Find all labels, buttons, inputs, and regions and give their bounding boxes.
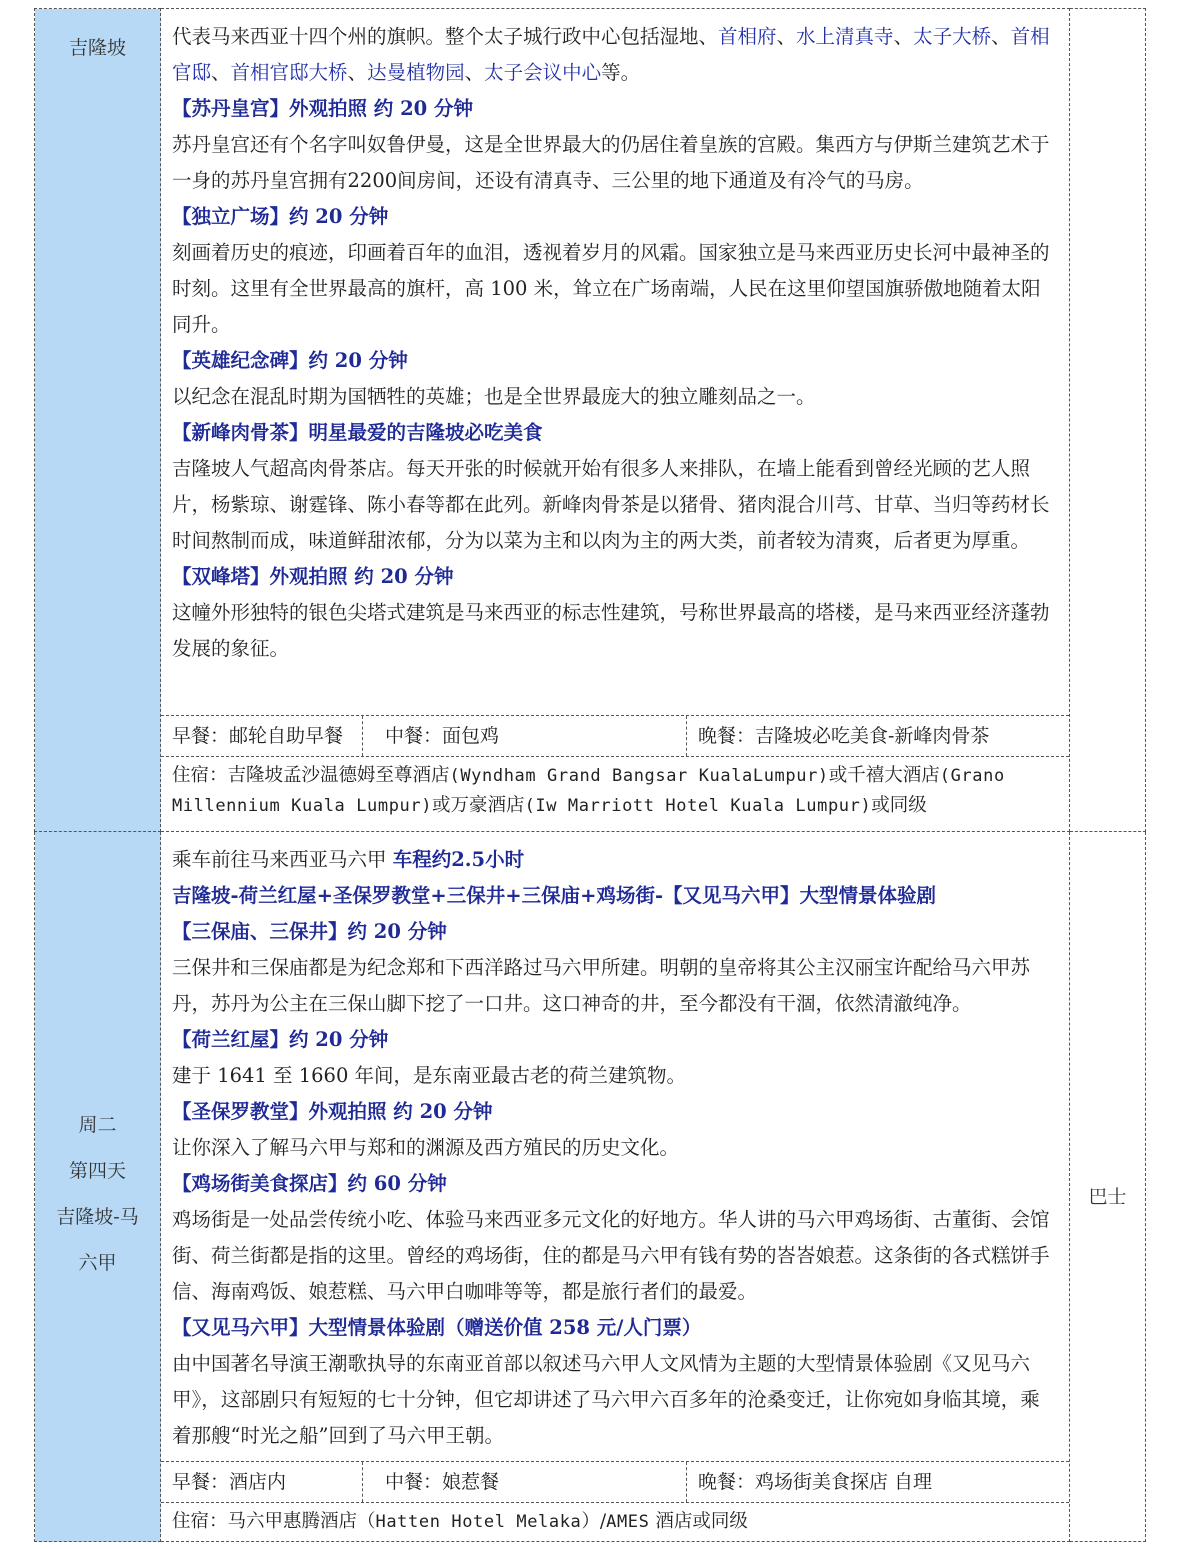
section-title: 【三保庙、三保井】约 20 分钟 (172, 920, 447, 943)
transport-cell (1070, 832, 1146, 1542)
day-activities (161, 9, 1069, 715)
day-label (35, 832, 160, 1286)
day-number-label: 第四天 (68, 1160, 126, 1182)
dinner-cell: 晚餐：鸡场街美食探店 自理 (698, 1471, 933, 1493)
attraction-link[interactable]: 达曼植物园 (367, 61, 465, 84)
transport-cell (1070, 9, 1146, 832)
section-text: 三保井和三保庙都是为纪念郑和下西洋路过马六甲所建。明朝的皇帝将其公主汉丽宝许配给马六甲苏丹，苏丹为公主在三保山脚下挖了一口井。这口神奇的井，至今都没有干涸，依然清澈纯净。 (172, 956, 1031, 1015)
route-line: 吉隆坡-荷兰红屋+圣保罗教堂+三保井+三保庙+鸡场街-【又见马六甲】大型情景体验剧 (172, 884, 937, 907)
lodging-row: 住宿：吉隆坡孟沙温德姆至尊酒店(Wyndham Grand Bangsar KualaLumpur)或千禧大酒店(Grano Millennium Kuala Lumpur)或万豪酒店(Iw Marriott Hotel Kuala Lumpur)或同级 (161, 756, 1069, 831)
section-title: 【独立广场】约 20 分钟 (172, 205, 389, 228)
section-text: 由中国著名导演王潮歌执导的东南亚首部以叙述马六甲人文风情为主题的大型情景体验剧《又见马六甲》，这部剧只有短短的七十分钟，但它却讲述了马六甲六百多年的沧桑变迁，让你宛如身临其境，乘着那艘“时光之船”回到了马六甲王朝。 (172, 1352, 1040, 1447)
day-label-cell (35, 832, 161, 1542)
breakfast-cell: 早餐：酒店内 (161, 1462, 363, 1502)
intro-paragraph: 代表马来西亚十四个州的旗帜。整个太子城行政中心包括湿地、首相府、水上清真寺、太子大桥、首相官邸、首相官邸大桥、达曼植物园、太子会议中心等。 (172, 25, 1050, 84)
attraction-link[interactable]: 首相府 (718, 25, 777, 48)
day-label-cell (35, 9, 161, 832)
section-title: 【英雄纪念碑】约 20 分钟 (172, 349, 408, 372)
lunch-cell: 中餐：面包鸡 (363, 716, 687, 756)
route-label: 六甲 (78, 1252, 117, 1274)
itinerary-sheet (34, 8, 1144, 1539)
attraction-link[interactable]: 太子大桥 (913, 25, 992, 48)
section-text: 建于 1641 至 1660 年间，是东南亚最古老的荷兰建筑物。 (172, 1064, 687, 1087)
route-label: 吉隆坡-马 (56, 1206, 139, 1228)
day-city-label: 吉隆坡 (68, 37, 126, 59)
weekday-label: 周二 (78, 1114, 117, 1136)
section-text: 让你深入了解马六甲与郑和的渊源及西方殖民的历史文化。 (172, 1136, 680, 1159)
day-row-malacca (35, 832, 1146, 1542)
itinerary-table (34, 8, 1146, 1542)
attraction-link[interactable]: 水上清真寺 (796, 25, 894, 48)
day-activities (161, 832, 1069, 1461)
attraction-link[interactable]: 太子会议中心 (484, 61, 602, 84)
section-text: 苏丹皇宫还有个名字叫奴鲁伊曼，这是全世界最大的仍居住着皇族的宫殿。集西方与伊斯兰建筑艺术于一身的苏丹皇宫拥有2200间房间，还设有清真寺、三公里的地下通道及有冷气的马房。 (172, 133, 1050, 192)
section-title: 【又见马六甲】大型情景体验剧（赠送价值 258 元/人门票） (172, 1316, 702, 1339)
drive-info: 乘车前往马来西亚马六甲 车程约2.5小时 (172, 848, 525, 871)
section-title: 【圣保罗教堂】外观拍照 约 20 分钟 (172, 1100, 493, 1123)
attraction-link[interactable]: 首相官邸大桥 (230, 61, 348, 84)
day-content-cell (161, 832, 1070, 1542)
dinner-cell: 晚餐：吉隆坡必吃美食-新峰肉骨茶 (698, 725, 990, 747)
section-text: 刻画着历史的痕迹，印画着百年的血泪，透视着岁月的风霜。国家独立是马来西亚历史长河中最神圣的时刻。这里有全世界最高的旗杆，高 100 米，耸立在广场南端，人民在这里仰望国旗骄傲地随着太阳同升。 (172, 241, 1050, 336)
attraction-link[interactable]: 首相官邸 (172, 25, 1050, 84)
meals-row (161, 1461, 1069, 1502)
section-title: 【苏丹皇宫】外观拍照 约 20 分钟 (172, 97, 474, 120)
day-row-kuala-lumpur (35, 9, 1146, 832)
section-title: 【荷兰红屋】约 20 分钟 (172, 1028, 389, 1051)
section-text: 鸡场街是一处品尝传统小吃、体验马来西亚多元文化的好地方。华人讲的马六甲鸡场街、古董街、会馆街、荷兰街都是指的这里。曾经的鸡场街，住的都是马六甲有钱有势的峇峇娘惹。这条街的各式糕饼手信、海南鸡饭、娘惹糕、马六甲白咖啡等等，都是旅行者们的最爱。 (172, 1208, 1050, 1303)
section-title: 【鸡场街美食探店】约 60 分钟 (172, 1172, 447, 1195)
section-text: 这幢外形独特的银色尖塔式建筑是马来西亚的标志性建筑，号称世界最高的塔楼，是马来西亚经济蓬勃发展的象征。 (172, 601, 1050, 660)
day-content-cell (161, 9, 1070, 832)
lunch-cell: 中餐：娘惹餐 (363, 1462, 687, 1502)
section-title: 【双峰塔】外观拍照 约 20 分钟 (172, 565, 454, 588)
section-text: 以纪念在混乱时期为国牺牲的英雄；也是全世界最庞大的独立雕刻品之一。 (172, 385, 816, 408)
transport-label: 巴士 (1088, 1186, 1127, 1208)
section-title: 【新峰肉骨茶】明星最爱的吉隆坡必吃美食 (172, 421, 543, 444)
breakfast-cell: 早餐：邮轮自助早餐 (161, 716, 363, 756)
section-text: 吉隆坡人气超高肉骨茶店。每天开张的时候就开始有很多人来排队，在墙上能看到曾经光顾的艺人照片，杨紫琼、谢霆锋、陈小春等都在此列。新峰肉骨茶是以猪骨、猪肉混合川芎、甘草、当归等药材长时间熬制而成，味道鲜甜浓郁，分为以菜为主和以肉为主的两大类，前者较为清爽，后者更为厚重。 (172, 457, 1050, 552)
lodging-row: 住宿：马六甲惠腾酒店（Hatten Hotel Melaka）/AMES 酒店或同级 (161, 1502, 1069, 1541)
meals-row (161, 715, 1069, 756)
